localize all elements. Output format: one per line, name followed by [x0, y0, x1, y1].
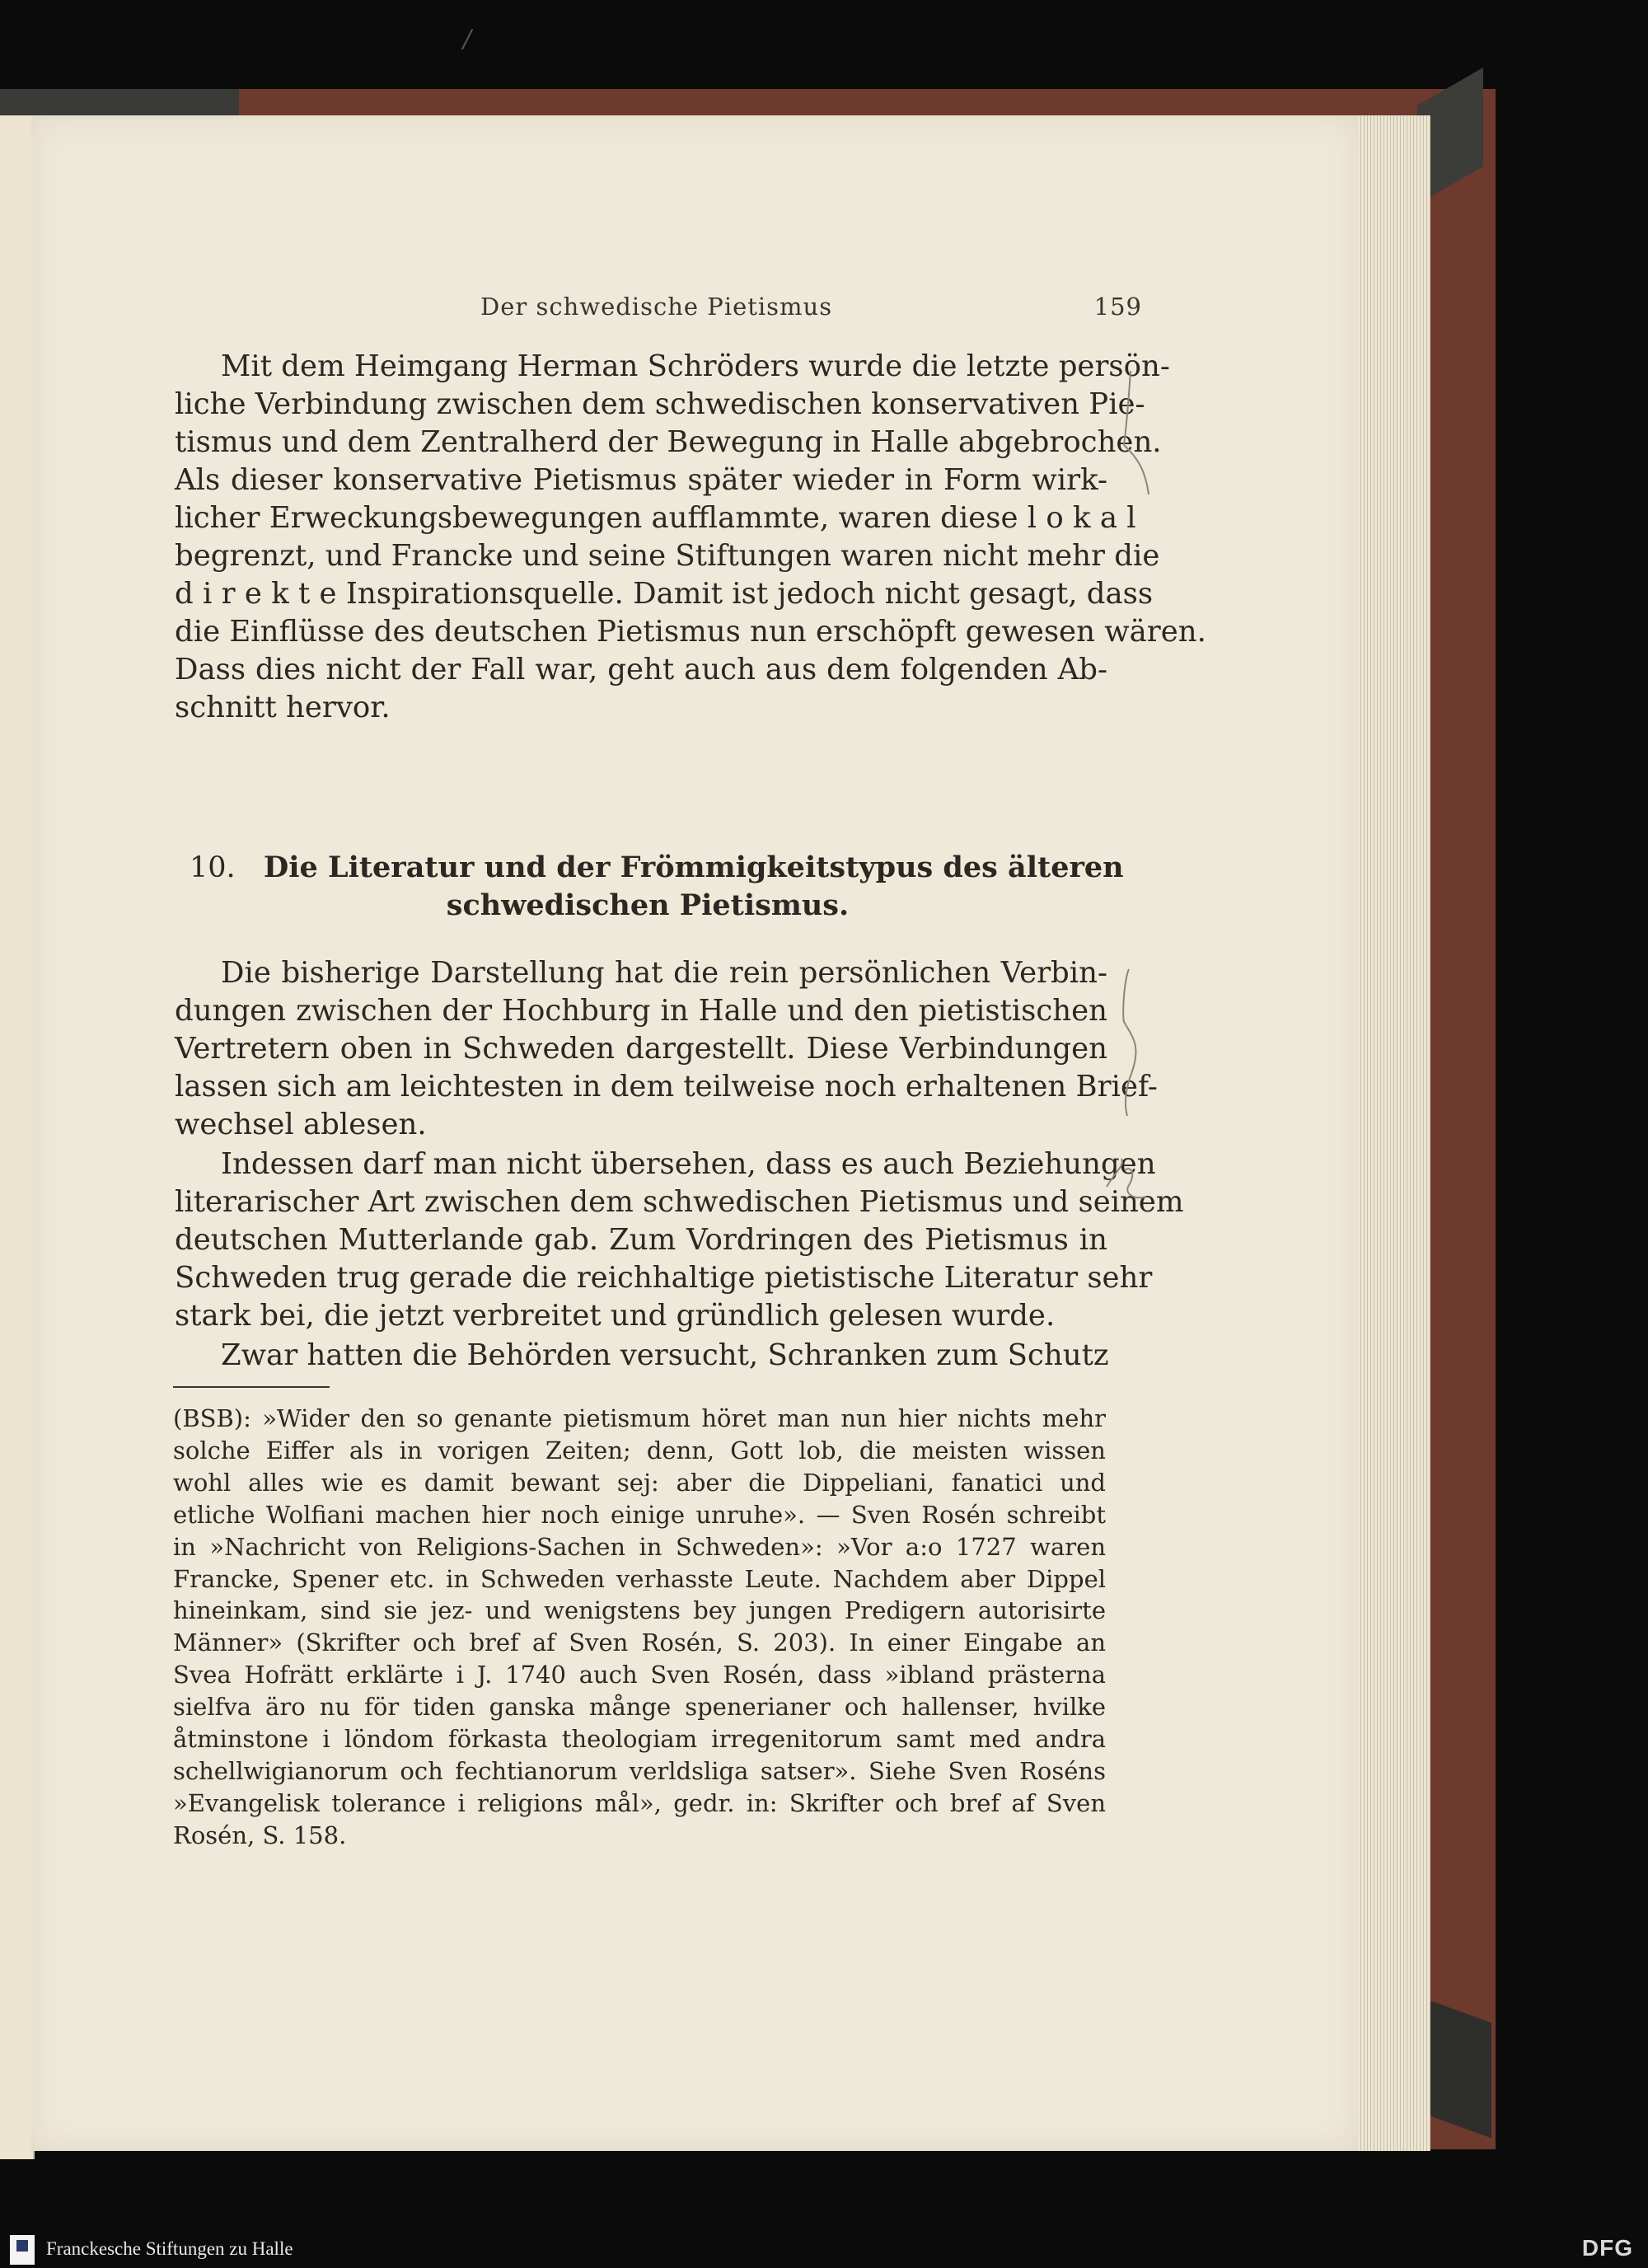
text-line: Dass dies nicht der Fall war, geht auch aus dem folgenden Ab- — [175, 653, 1107, 686]
paragraph-1 — [175, 348, 1206, 727]
text-line: tismus und dem Zentralherd der Bewegung in Halle abgebrochen. — [175, 425, 1162, 459]
text-line: deutschen Mutterlande gab. Zum Vordringen des Pietismus in — [175, 1223, 1107, 1257]
footnote-line: wohl alles wie es damit bewant sej: aber die Dippeliani, fanatici und — [173, 1468, 1106, 1497]
section-title-line1: Die Literatur und der Frömmigkeitstypus des älteren — [263, 850, 1124, 884]
text-line: Vertretern oben in Schweden dargestellt. Diese Verbindungen — [175, 1032, 1107, 1066]
footnote-line: Rosén, S. 158. — [173, 1820, 347, 1849]
footnote-line: Francke, Spener etc. in Schweden verhasste Leute. Nachdem aber Dippel — [173, 1564, 1106, 1593]
text-line: stark bei, die jetzt verbreitet und gründlich gelesen wurde. — [175, 1299, 1056, 1333]
page-stack-edge — [1351, 115, 1430, 2151]
running-title: Der schwedische Pietismus — [480, 293, 833, 321]
footnote-line: »Evangelisk tolerance i religions mål», gedr. in: Skrifter och bref af Sven — [173, 1788, 1106, 1817]
text-line: d i r e k t e Inspirationsquelle. Damit ist jedoch nicht gesagt, dass — [175, 577, 1154, 611]
text-line: Schweden trug gerade die reichhaltige pietistische Literatur sehr — [175, 1261, 1153, 1295]
text-line: dungen zwischen der Hochburg in Halle und den pietistischen — [175, 994, 1107, 1028]
text-line: literarischer Art zwischen dem schwedischen Pietismus und seinem — [175, 1185, 1184, 1219]
pencil-bracket-mark — [1112, 964, 1162, 1121]
footnote-line: sielfva äro nu för tiden ganska månge spenerianer och hallenser, hvilke — [173, 1693, 1106, 1722]
footnote-rule — [173, 1386, 330, 1388]
footnote-line: (BSB): »Wider den so genante pietismum höret man nun hier nichts mehr — [173, 1404, 1106, 1432]
paragraph-4 — [175, 1337, 1107, 1375]
institution-logo-icon — [10, 2235, 35, 2265]
section-number: 10. — [190, 851, 236, 884]
paragraph-2 — [175, 954, 1158, 1144]
footer-funder-logo: DFG — [1581, 2235, 1633, 2261]
pencil-number-mark — [1100, 1154, 1158, 1211]
text-line: Mit dem Heimgang Herman Schröders wurde die letzte persön- — [221, 349, 1170, 383]
footnote-line: etliche Wolfiani machen hier noch einige unruhe». — Sven Rosén schreibt — [173, 1500, 1106, 1529]
text-line: Als dieser konservative Pietismus später wieder in Form wirk- — [175, 463, 1107, 497]
text-line: wechsel ablesen. — [175, 1108, 427, 1141]
text-line: schnitt hervor. — [175, 691, 391, 724]
pencil-bracket-mark — [1121, 363, 1170, 503]
footnote — [173, 1403, 1106, 1852]
pencil-tick-mark: / — [463, 25, 472, 54]
text-line: lassen sich am leichtesten in dem teilweise noch erhaltenen Brief- — [175, 1070, 1158, 1104]
footnote-line: hineinkam, sind sie jez- und wenigstens bey jungen Predigern autorisirte — [173, 1596, 1106, 1625]
section-title-line2: schwedischen Pietismus. — [446, 888, 850, 922]
cover-corner-bottom — [1426, 1999, 1491, 2138]
running-head — [204, 293, 1142, 326]
text-line: Zwar hatten die Behörden versucht, Schranken zum Schutz — [221, 1338, 1109, 1372]
footnote-line: solche Eiffer als in vorigen Zeiten; denn, Gott lob, die meisten wissen — [173, 1436, 1106, 1464]
footer-institution: Franckesche Stiftungen zu Halle — [46, 2238, 293, 2259]
left-page-edge — [0, 115, 35, 2159]
paragraph-3 — [175, 1146, 1184, 1335]
page-number: 159 — [1093, 293, 1142, 321]
footnote-line: Svea Hofrätt erklärte i J. 1740 auch Sven Rosén, dass »ibland prästerna — [173, 1661, 1106, 1689]
footnote-line: Männer» (Skrifter och bref af Sven Rosén, S. 203). In einer Eingabe an — [173, 1628, 1106, 1657]
text-line: licher Erweckungsbewegungen aufflammte, waren diese l o k a l — [175, 501, 1136, 535]
section-heading — [190, 849, 1124, 925]
text-line: Die bisherige Darstellung hat die rein persönlichen Verbin- — [221, 956, 1107, 990]
text-line: begrenzt, und Francke und seine Stiftungen waren nicht mehr die — [175, 539, 1160, 573]
footnote-line: åtminstone i löndom förkasta theologiam irregenitorum samt med andra — [173, 1725, 1106, 1754]
text-line: die Einflüsse des deutschen Pietismus nun erschöpft gewesen wären. — [175, 615, 1206, 649]
footnote-line: in »Nachricht von Religions-Sachen in Schweden»: »Vor a:o 1727 waren — [173, 1532, 1106, 1561]
text-line: liche Verbindung zwischen dem schwedischen konservativen Pie- — [175, 387, 1145, 421]
text-line: Indessen darf man nicht übersehen, dass es auch Beziehungen — [221, 1147, 1156, 1181]
footnote-line: schellwigianorum och fechtianorum verldsliga satser». Siehe Sven Roséns — [173, 1756, 1106, 1785]
